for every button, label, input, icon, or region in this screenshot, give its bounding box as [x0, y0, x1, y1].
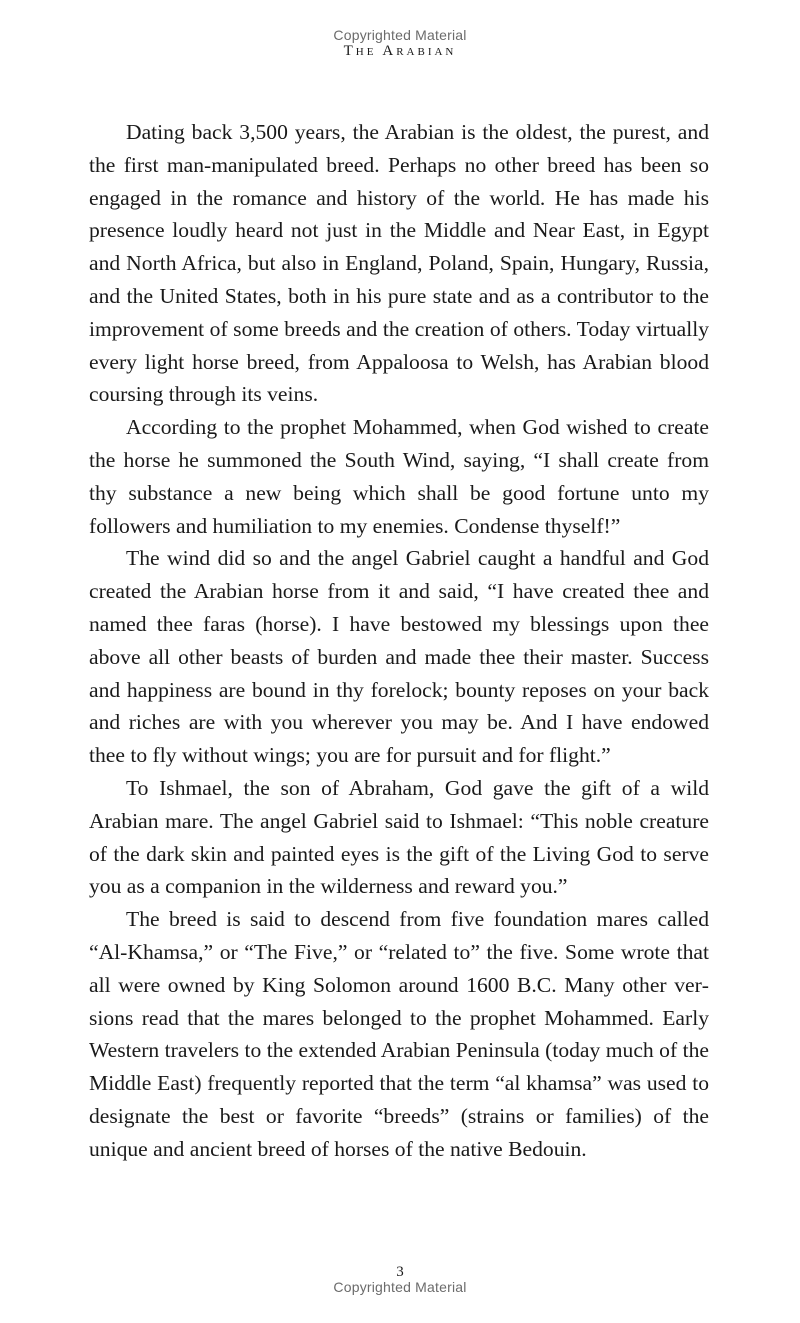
copyright-watermark-bottom: Copyrighted Material [333, 1279, 467, 1295]
page-number: 3 [396, 1264, 404, 1280]
paragraph: The breed is said to descend from five foundation mares called “Al-Khamsa,” or “The Five,” or “related to” the five. Some wrote that all were owned by King Solomon around 1600 B.C. Many other versions read that the mares belonged to the prophet Mohammed. Early Western travelers to the extended Arabian Peninsula (today much of the Middle East) frequently reported that the term “al khamsa” was used to designate the best or favorite “breeds” (strains or families) of the unique and ancient breed of horses of the native Bedouin. [89, 907, 709, 1161]
running-head: The Arabian [343, 43, 457, 59]
paragraph: According to the prophet Mohammed, when God wished to create the horse he summoned the South Wind, saying, “I shall create from thy substance a new being which shall be good fortune unto my followers and humiliation to my enemies. Condense thyself!” [89, 415, 709, 538]
paragraph: To Ishmael, the son of Abraham, God gave the gift of a wild Arabian mare. The angel Gabriel said to Ishmael: “This noble creature of the dark skin and painted eyes is the gift of the Living God to serve you as a companion in the wilderness and reward you.” [89, 775, 709, 899]
paragraph: Dating back 3,500 years, the Arabian is the oldest, the purest, and the first man-manipulated breed. Perhaps no other breed has been so engaged in the romance and history of the world. He has made his presence loudly heard not just in the Middle and Near East, in Egypt and North Africa, but also in England, Poland, Spain, Hungary, Russia, and the United States, both in his pure state and as a contributor to the improvement of some breeds and the creation of others. Today virtually every light horse breed, from Appaloosa to Welsh, has Arabian blood coursing through its veins. [89, 120, 709, 407]
copyright-watermark-top: Copyrighted Material [333, 27, 467, 43]
paragraph: The wind did so and the angel Gabriel caught a handful and God created the Arabian horse from it and said, “I have created thee and named thee faras (horse). I have bestowed my blessings upon thee above all other beasts of burden and made thee their master. Success and happiness are bound in thy forelock; bounty reposes on your back and riches are with you wherever you may be. And I have endowed thee to fly without wings; you are for pursuit and for flight.” [89, 546, 709, 768]
body-text [89, 116, 709, 1166]
